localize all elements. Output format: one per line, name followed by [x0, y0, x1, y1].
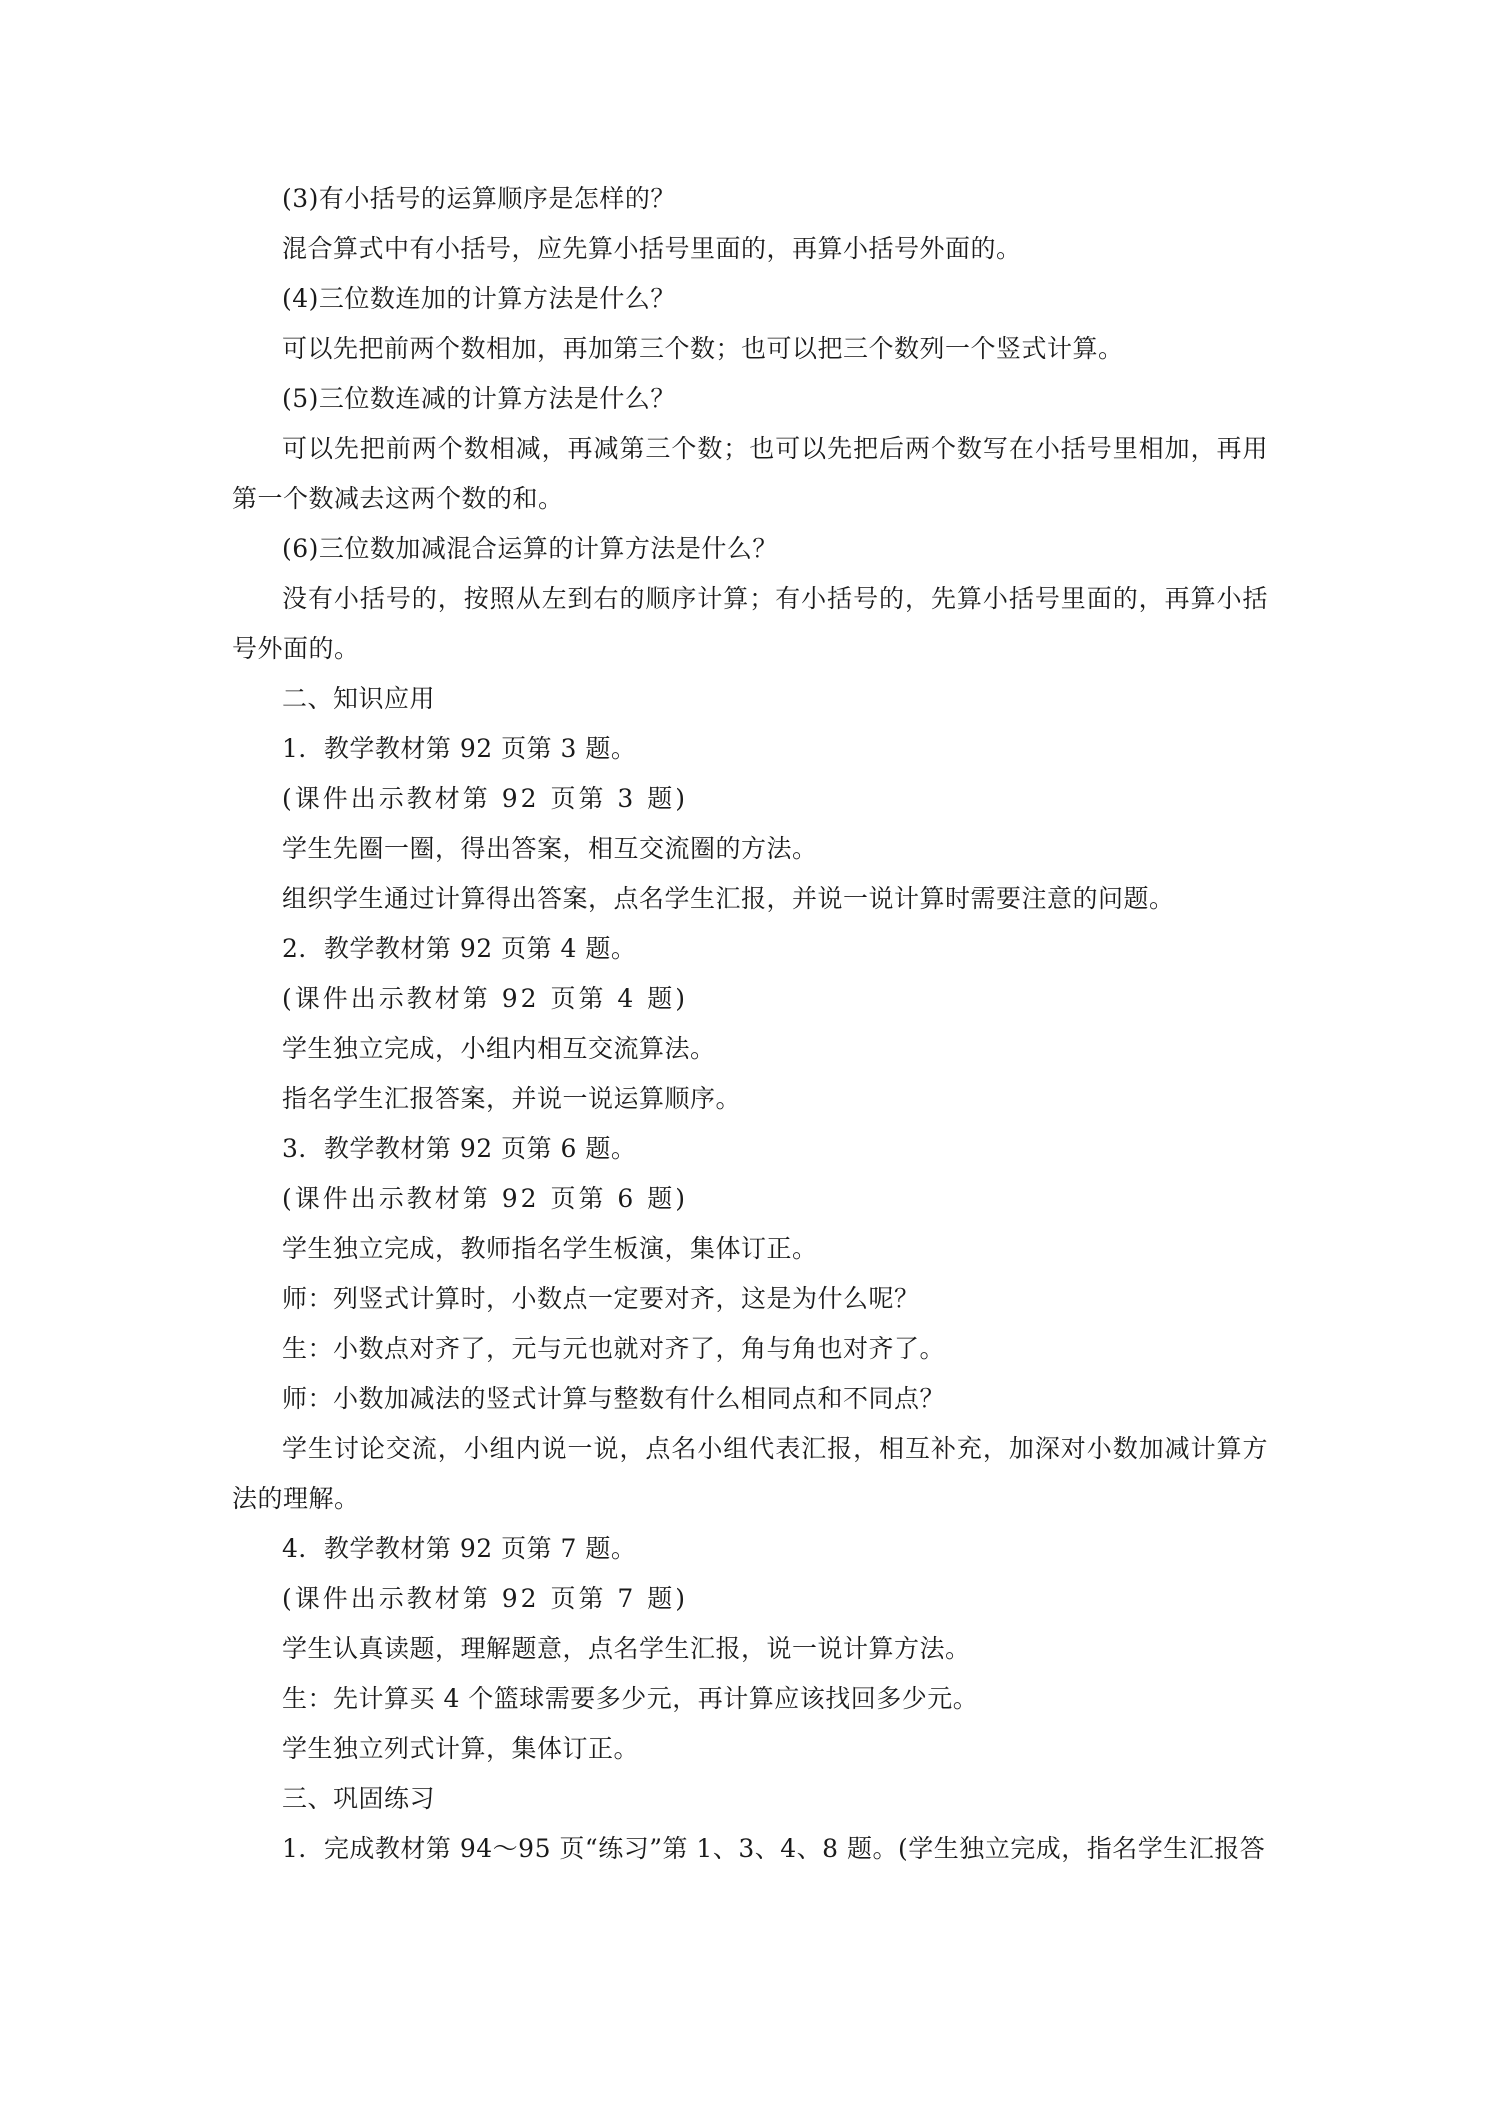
- student-line-2: 生：先计算买 4 个篮球需要多少元，再计算应该找回多少元。: [282, 1684, 979, 1713]
- answer-3: 混合算式中有小括号，应先算小括号里面的，再算小括号外面的。: [282, 234, 1022, 263]
- item-1-step-1: 学生先圈一圈，得出答案，相互交流圈的方法。: [282, 834, 818, 863]
- item-2-courseware-note: (课件出示教材第 92 页第 4 题): [282, 984, 689, 1013]
- question-5: (5)三位数连减的计算方法是什么？: [282, 384, 676, 413]
- answer-5: 可以先把前两个数相减，再减第三个数；也可以先把后两个数写在小括号里相加，再用第一个数减去这两个数的和。: [232, 434, 1268, 513]
- section-heading-consolidation: 三、巩固练习: [282, 1784, 436, 1813]
- item-4-step-2: 学生独立列式计算，集体订正。: [282, 1734, 640, 1763]
- item-4-title: 4．教学教材第 92 页第 7 题。: [282, 1534, 637, 1563]
- discussion-paragraph: 学生讨论交流，小组内说一说，点名小组代表汇报，相互补充，加深对小数加减计算方法的理解。: [232, 1434, 1268, 1513]
- question-4: (4)三位数连加的计算方法是什么？: [282, 284, 676, 313]
- answer-4: 可以先把前两个数相加，再加第三个数；也可以把三个数列一个竖式计算。: [282, 334, 1124, 363]
- item-1-step-2: 组织学生通过计算得出答案，点名学生汇报，并说一说计算时需要注意的问题。: [282, 884, 1175, 913]
- item-3-courseware-note: (课件出示教材第 92 页第 6 题): [282, 1184, 689, 1213]
- item-1-courseware-note: (课件出示教材第 92 页第 3 题): [282, 784, 689, 813]
- item-3-title: 3．教学教材第 92 页第 6 题。: [282, 1134, 637, 1163]
- section-heading-knowledge-application: 二、知识应用: [282, 684, 436, 713]
- question-3: (3)有小括号的运算顺序是怎样的？: [282, 184, 676, 213]
- item-4-courseware-note: (课件出示教材第 92 页第 7 题): [282, 1584, 689, 1613]
- item-3-step-1: 学生独立完成，教师指名学生板演，集体订正。: [282, 1234, 818, 1263]
- document-page: [232, 174, 1268, 1874]
- item-2-step-2: 指名学生汇报答案，并说一说运算顺序。: [282, 1084, 742, 1113]
- teacher-line-2: 师：小数加减法的竖式计算与整数有什么相同点和不同点？: [282, 1384, 946, 1413]
- item-2-title: 2．教学教材第 92 页第 4 题。: [282, 934, 637, 963]
- teacher-line-1: 师：列竖式计算时，小数点一定要对齐，这是为什么呢？: [282, 1284, 920, 1313]
- item-2-step-1: 学生独立完成，小组内相互交流算法。: [282, 1034, 716, 1063]
- item-4-step-1: 学生认真读题，理解题意，点名学生汇报，说一说计算方法。: [282, 1634, 971, 1663]
- answer-6: 没有小括号的，按照从左到右的顺序计算；有小括号的，先算小括号里面的，再算小括号外面的。: [232, 584, 1268, 663]
- question-6: (6)三位数加减混合运算的计算方法是什么？: [282, 534, 778, 563]
- practice-item-1: 1．完成教材第 94～95 页“练习”第 1、3、4、8 题。(学生独立完成，指名学生汇报答: [282, 1834, 1266, 1863]
- student-line-1: 生：小数点对齐了，元与元也就对齐了，角与角也对齐了。: [282, 1334, 946, 1363]
- item-1-title: 1．教学教材第 92 页第 3 题。: [282, 734, 637, 763]
